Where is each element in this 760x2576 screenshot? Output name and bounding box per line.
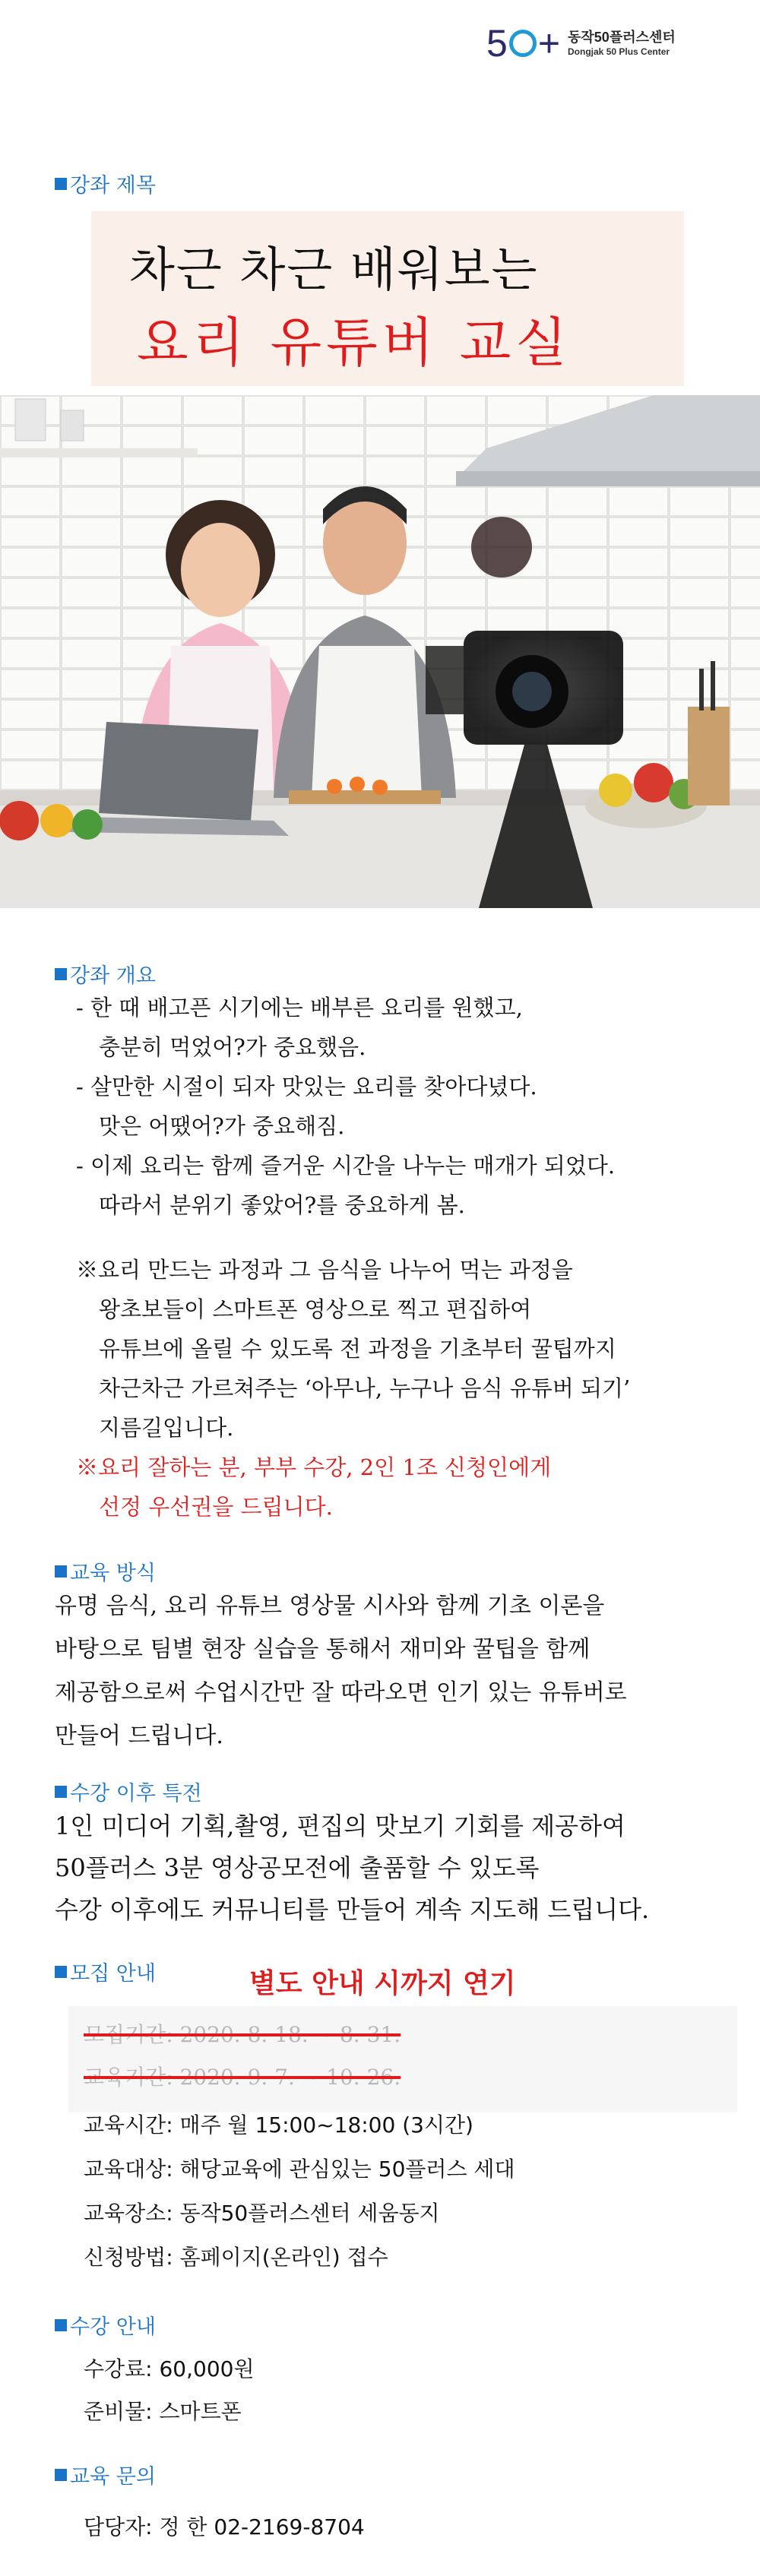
logo-ring-icon [509,30,537,57]
course-title-line2: 요리 유튜버 교실 [137,312,572,374]
recruit-line: 교육시간: 매주 월 15:00~18:00 (3시간) [84,2112,473,2138]
course-period-cancelled: 교육기간: 2020. 9. 7. ~ 10. 26. [84,2065,401,2090]
benefit-line: 1인 미디어 기획,촬영, 편집의 맛보기 기회를 제공하여 [55,1812,625,1840]
recruit-line: 교육장소: 동작50플러스센터 세움동지 [84,2201,440,2226]
note-line: 유튜브에 올릴 수 있도록 전 과정을 기초부터 꿀팁까지 [99,1336,616,1362]
recruit-line: 신청방법: 홈페이지(온라인) 접수 [84,2245,388,2270]
course-title-line1: 차근 차근 배워보는 [129,242,539,297]
cooking-photo [0,395,760,908]
note-line: 차근차근 가르쳐주는 ‘아무나, 누구나 음식 유튜버 되기’ [99,1375,631,1401]
section-heading-label: 교육 방식 [70,1562,156,1585]
method-line: 바탕으로 팀별 현장 실습을 통해서 재미와 꿀팁을 함께 [55,1636,591,1663]
section-heading-label: 모집 안내 [70,1962,156,1986]
priority-note-line: 선정 우선권을 드립니다. [99,1494,333,1520]
section-heading-inquiry [55,2460,156,2489]
section-heading-label: 강좌 제목 [70,174,156,198]
overview-line: - 이제 요리는 함께 즐거운 시간을 나누는 매개가 되었다. [76,1153,616,1179]
section-heading-title [55,169,156,198]
fee-details [84,2348,255,2433]
method-line: 유명 음식, 요리 유튜브 영상물 시사와 함께 기초 이론을 [55,1593,605,1619]
note-line: 왕초보들이 스마트폰 영상으로 찍고 편집하여 [99,1296,532,1322]
center-logo [486,17,676,70]
tuition-line: 수강료: 60,000원 [84,2356,255,2381]
logo-digit: 5 [486,22,508,65]
method-line: 제공함으로써 수업시간만 잘 따라오면 인기 있는 유튜버로 [55,1679,627,1706]
square-bullet-icon [55,178,67,190]
square-bullet-icon [55,968,67,980]
note-line: ※요리 만드는 과정과 그 음식을 나누어 먹는 과정을 [76,1257,573,1283]
square-bullet-icon [55,2469,67,2481]
section-heading-method [55,1556,156,1586]
square-bullet-icon [55,2319,67,2331]
square-bullet-icon [55,1966,67,1978]
logo-plus-icon: + [537,22,561,65]
section-heading-label: 강좌 개요 [70,964,156,988]
overview-line: - 한 때 배고픈 시기에는 배부른 요리를 원했고, [76,995,523,1021]
section-heading-label: 교육 문의 [70,2465,156,2489]
postponed-notice: 별도 안내 시까지 연기 [249,1968,516,1999]
method-line: 만들어 드립니다. [55,1723,223,1749]
overview-bullets [76,988,615,1225]
priority-note-line: ※요리 잘하는 분, 부부 수강, 2인 1조 신청인에게 [76,1454,552,1480]
overview-note [76,1250,630,1527]
logo-text [568,30,676,57]
square-bullet-icon [55,1565,67,1578]
section-heading-label: 수강 안내 [70,2315,156,2339]
inquiry-contact: 담당자: 정 한 02-2169-8704 [84,2514,365,2540]
struck-dates [84,2014,401,2099]
section-heading-label: 수강 이후 특전 [70,1782,202,1805]
benefit-line: 수강 이후에도 커뮤니티를 만들어 계속 지도해 드립니다. [55,1895,650,1924]
square-bullet-icon [55,1786,67,1798]
section-heading-benefit [55,1777,202,1806]
recruit-line: 교육대상: 해당교육에 관심있는 50플러스 세대 [84,2157,515,2182]
logo-org-korean: 동작50플러스센터 [568,30,676,45]
overview-line: - 살만한 시절이 되자 맛있는 요리를 찾아다녔다. [76,1074,537,1100]
section-heading-recruit [55,1957,156,1986]
benefit-text [55,1805,649,1931]
section-heading-overview [55,959,156,989]
materials-line: 준비물: 스마트폰 [84,2399,242,2424]
logo-mark [486,21,560,65]
overview-line: 맛은 어땠어?가 중요해짐. [99,1113,345,1139]
overview-line: 충분히 먹었어?가 중요했음. [99,1034,366,1060]
section-heading-fee [55,2310,156,2340]
note-line: 지름길입니다. [99,1415,234,1441]
method-text [55,1584,627,1758]
overview-line: 따라서 분위기 좋았어?를 중요하게 봄. [99,1192,465,1218]
benefit-line: 50플러스 3분 영상공모전에 출품할 수 있도록 [55,1853,540,1882]
recruit-period-cancelled: 모집기간: 2020. 8. 18. ~ 8. 31. [84,2022,401,2047]
recruit-details [84,2103,515,2280]
logo-org-english: Dongjak 50 Plus Center [568,46,670,57]
